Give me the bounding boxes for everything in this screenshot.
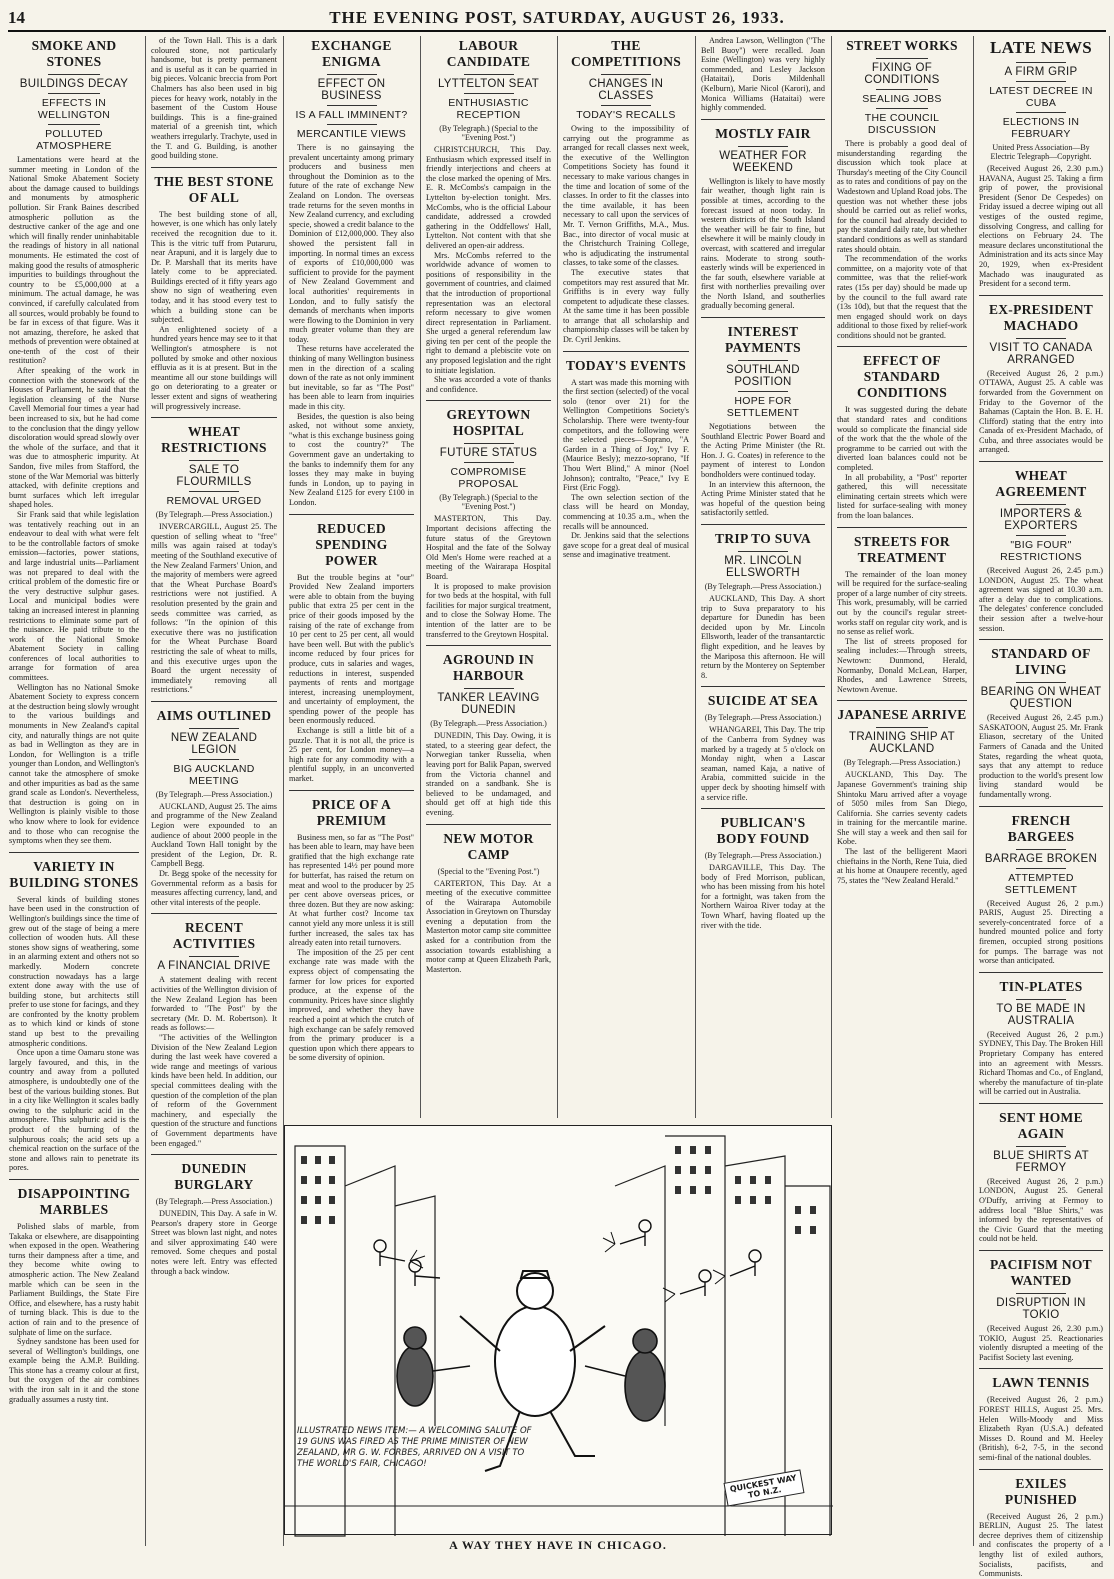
headline-rule [189, 956, 239, 957]
masthead [8, 6, 1106, 32]
article-paragraph: (Received August 26, 2.30 p.m.) TOKIO, August 25. Reactionaries violently disrupted a meeting of the Pacifist Society last evening. [979, 1324, 1103, 1362]
subheadline: VISIT TO CANADA ARRANGED [989, 341, 1093, 366]
article [9, 38, 139, 846]
headline-rule [464, 74, 514, 75]
subheadline: EFFECT ON BUSINESS [317, 78, 386, 102]
article-paragraph: She was accorded a vote of thanks and confidence. [426, 375, 551, 394]
subheadline: REMOVAL URGED [166, 495, 262, 508]
byline: (By Telegraph.—Press Association.) [155, 789, 273, 799]
article-paragraph: (Received August 26, 2 p.m.) LONDON, August 25. General O'Duffy, arriving at Fermoy to address local "Blue Shirts," was informed by the representatives of the Civic Guard that the meeting could not be held. [979, 1176, 1103, 1244]
column-8 [974, 36, 1110, 1579]
headline: PUBLICAN'S BODY FOUND [716, 815, 810, 847]
headline-rule [1016, 849, 1066, 850]
column-6 [696, 36, 832, 1118]
article [837, 527, 967, 695]
article-divider [426, 400, 551, 401]
headline: REDUCED SPENDING POWER [315, 520, 388, 568]
byline: (By Telegraph.) (Special to the "Evening Post.") [439, 493, 538, 512]
article-paragraph: In all probability, a "Post" reporter gathered, this will necessitate eliminating certain streets which were listed for surface-sealing with money from the loan balances. [837, 472, 967, 520]
cartoon-drawing [285, 1126, 833, 1536]
article [289, 790, 414, 1063]
headline: DUNEDIN BURGLARY [174, 1161, 254, 1193]
article-divider [289, 790, 414, 791]
cartoon [284, 1125, 832, 1535]
article-paragraph: A statement dealing with recent activities of the Wellington division of the New Zealand Legion has been forwarded to "The Post" by the secretary (Mr. D. M. Robertson). It reads as follows:— [151, 975, 277, 1033]
article-paragraph: The list of streets proposed for sealing includes:—Through streets, Newtown: Dunmond, Herald, Normanby, Donald McLean, Harper, Rhodes, and Lawrence Streets, Newtown Avenue. [837, 636, 967, 694]
headline-rule [876, 58, 928, 59]
headline-rule [876, 727, 928, 728]
newspaper-title: THE EVENING POST, SATURDAY, AUGUST 26, 1933. [329, 8, 785, 27]
article-paragraph: CARTERTON, This Day. At a meeting of the executive committee of the Wairarapa Automobile Association in Greytown on Thursday evening a deputation from the Masterton motor camp site committee asked for a contribution from the association towards establishing a motor camp at Queen Elizabeth Park, Masterton. [426, 878, 551, 974]
article [837, 346, 967, 520]
column-2 [146, 36, 284, 1546]
headline: WHEAT RESTRICTIONS [161, 424, 267, 456]
cartoon-sign: QUICKEST WAY TO N.Z. [724, 1469, 805, 1506]
cartoon-caption: ILLUSTRATED NEWS ITEM:— A WELCOMING SALUTE OF 19 GUNS WAS FIRED AS THE PRIME MINISTER OF NEW ZEALAND, MR G. W. FORBES, ARRIVED ON A VISIT TO THE WORLD'S FAIR, CHICAGO! [297, 1426, 532, 1469]
headline-rule [327, 74, 377, 75]
article-paragraph: Owing to the impossibility of carrying out the programme as arranged for recall classes next week, the executive of the Wellington Competitions Society has found it necessary to make various changes in the time and location of some of the classes. In order to fit the classes into the time available, it has been necessary to call upon the services of Mr. T. Vernon Griffiths, M.A., Mus. Bac., into director of vocal music at the Christchurch Training College, who is adjudicating the instrumental classes, to take some of the classes. [563, 124, 689, 268]
byline: (By Telegraph.—Press Association.) [155, 510, 273, 520]
column-3 [284, 36, 421, 1118]
article [979, 639, 1103, 799]
byline: United Press Association—By Electric Telegraph—Copyright. [990, 143, 1092, 161]
headline: GREYTOWN HOSPITAL [446, 407, 531, 439]
subheadline: BLUE SHIRTS AT FERMOY [993, 1149, 1089, 1174]
headline-rule [1016, 868, 1066, 869]
article-paragraph: DUNEDIN, This Day. Owing, it is stated, to a steering gear defect, the Norwegian tanker Russelia, when leaving port for Balik Papan, swerved from the Victoria channel and stranded on a sandbank. She is believed to be undamaged, and should get off at high tide this evening. [426, 731, 551, 817]
article [426, 645, 551, 817]
article [151, 1154, 277, 1276]
article-paragraph: The best building stone of all, however, is one which has only lately received the recognition due to it. This is the vitric tuff from Putaruru, near Arapuni, and it is largely due to Dr. P. Marshall that its merits have lately come to be appreciated. Buildings erected of it fifty years ago show no sign of weathering even today, and it has stood every test to which a building stone can be subjected. [151, 209, 277, 325]
headline: MOSTLY FAIR [715, 125, 811, 141]
article-paragraph: The imposition of the 25 per cent exchange rate was made with the express object of compensating the farmer for low prices for exported produce, at the expense of the community. Prices have since slightly improved, and whether they have reached a point at which the crutch of high exchange can be safely removed from the primary producer is a question upon which there appears to be some diversity of opinion. [289, 947, 414, 1063]
byline: (Special to the "Evening Post.") [437, 866, 540, 876]
subheadline: THE COUNCIL DISCUSSION [864, 112, 940, 136]
article [9, 1179, 139, 1404]
article-paragraph: (Received August 26, 2.30 p.m.) HAVANA, August 25. Taking a firm grip of power, the provisional President (Senor De Cespedes) on Friday issued a decree wiping out all vestiges of the ousted regime, dissolving Congress, and calling for elections on February 24. The measure declares unconstitutional the Administration and its acts since May 20, 1929, when ex-President Machado was inaugurated as President for a second term. [979, 164, 1103, 289]
article [701, 686, 825, 802]
subheadline: SOUTHLAND POSITION [726, 364, 800, 389]
column-1 [4, 36, 146, 1546]
article-paragraph: The remainder of the loan money will be required for the surface-sealing proper of a large number of city streets. This work, presumably, will be carried out by the council's regular street-works staff on regular city work, and is no sense as relief work. [837, 569, 967, 637]
headline: LAWN TENNIS [992, 1375, 1090, 1391]
article-divider [151, 167, 277, 168]
article-paragraph: Business men, so far as "The Post" has been able to learn, may have been gratified that the high exchange rate has represented 14½ per pound more for butterfat, has raised the return on meat and wool to the producer by 25 per cent above overseas prices, or three dozen. But they are now asking: At what further cost? Income tax cannot yield any more unless it is still further increased, the sales tax has already eaten into retail turnovers. [289, 832, 414, 948]
headline-rule [189, 759, 239, 760]
headline: DISAPPOINTING MARBLES [17, 1185, 131, 1217]
headline: NEW MOTOR CAMP [443, 830, 534, 862]
article [979, 1103, 1103, 1244]
article-paragraph: Besides, the question is also being asked, not without some anxiety, "what is this exchange business going to cost the country?" The Government gave an undertaking to the banks to indemnify them for any losses they may make in buying funds in London, up to paying in New Zealand £125 for every £100 in London. [289, 411, 414, 507]
headline: LATE NEWS [989, 38, 1093, 57]
article [426, 38, 551, 394]
subheadline: FIXING OF CONDITIONS [864, 62, 940, 86]
headline: AGROUND IN HARBOUR [442, 652, 535, 684]
headline-rule [1016, 112, 1066, 113]
article-paragraph: Dr. Jenkins said that the selections gave scope for a great deal of musical sense and imaginative treatment. [563, 531, 689, 560]
subheadline: BUILDINGS DECAY [19, 78, 129, 90]
article-paragraph: In an interview this afternoon, the Acting Prime Minister stated that he was hopeful of the question being satisfactorily settled. [701, 479, 825, 518]
headline-rule [48, 93, 100, 94]
headline-rule [464, 93, 514, 94]
article-paragraph: The own selection section of the class will be heard on Monday, commencing at 10.35 a.m., when the recalls will be announced. [563, 492, 689, 531]
headline: SUICIDE AT SEA [707, 693, 819, 709]
byline: (By Telegraph.—Press Association.) [704, 851, 822, 861]
article [701, 36, 825, 113]
article [151, 913, 277, 1148]
article-paragraph: There is no gainsaying the prevalent uncertainty among primary producers and business men throughout the Dominion as to the future of the rate of exchange New Zealand on London. The overseas trade returns for the seven months in New Zealand currency, and excluding specie, showed a credit balance to the Dominion of £12,000,000. They also showed the persistent fall in importing. In normal times an excess of exports of £10,000,000 was sufficient to provide for the payment of New Zealand Government and local authorities' requirements in London, and to fully satisfy the demands of merchants when imports were flowing to the Dominion in very much greater volume than they are today. [289, 143, 414, 344]
article-paragraph: (Received August 26, 2 p.m.) OTTAWA, August 25. A cable was forwarded from the Government on Friday to the Governor of the Bahamas (Captain the Hon. B. E. H. Clifford) stating that the entry into Canada of ex-President Machado, of Cuba, and three associates would be arranged. [979, 368, 1103, 455]
article-paragraph: MASTERTON, This Day. Important decisions affecting the future status of the Greytown Hospital and the fate of the Solway Old Men's Home were reached at a meeting of the Wairarapa Hospital Board. [426, 514, 551, 581]
article-divider [979, 295, 1103, 296]
article-paragraph: Exchange is still a little bit of a puzzle. That it is not all, the price is 25 per cent, for London money—a high rate for any commodity with a plentiful supply, in an unconverted market. [289, 726, 414, 784]
headline-rule [1016, 1146, 1066, 1147]
byline: (By Telegraph.—Press Association.) [704, 713, 822, 723]
headline-rule [1016, 62, 1066, 63]
article-divider [151, 1154, 277, 1155]
article-divider [979, 1250, 1103, 1251]
subheadline: COMPROMISE PROPOSAL [450, 466, 527, 491]
article [837, 38, 967, 340]
subheadline: MERCANTILE VIEWS [296, 128, 407, 140]
article-paragraph: Dr. Begg spoke of the necessity for Governmental reform as a basis for measures affecting currency, land, and other vital interests of the people. [151, 869, 277, 907]
article-paragraph: INVERCARGILL, August 25. The question of selling wheat to "free" mills was again raised at today's meeting of the Southland executive of the New Zealand Farmers' Union, and the majority of members were agreed that the Wheat Purchase Board's restrictions were not justified. A resolution presented by the grain and seeds committee was carried, as follows: "In the opinion of this executive there was no justification for the Wheat Purchase Board restricting the sale of wheat to mills, and this executive urges upon the Board the urgent necessity of immediately removing all restrictions." [151, 522, 277, 695]
article-paragraph: (Received August 26, 2.45 p.m.) LONDON, August 25. The wheat agreement was signed at 10.30 a.m. after a delay due to complications. The delegates' conference concluded their session after a twelve-hour session. [979, 566, 1103, 633]
article-divider [979, 461, 1103, 462]
article-divider [151, 417, 277, 418]
headline: INTEREST PAYMENTS [725, 324, 801, 356]
article-paragraph: "The activities of the Wellington Division of the New Zealand Legion during the last week have covered a wide range and meetings of various kinds have been held. In addition, our special committees dealing with the question of the completion of the plan of reform of the Government machinery, and especially the question of the structure and functions of Government departments have been engaged." [151, 1032, 277, 1148]
headline: TRIP TO SUVA [715, 531, 811, 546]
article [289, 514, 414, 784]
article [151, 417, 277, 695]
article-divider [151, 701, 277, 702]
article-paragraph: AUCKLAND, August 25. The aims and programme of the New Zealand Legion were expounded to an audience of about 2000 people in the Auckland Town Hall tonight by the president of the Legion, Dr. R. Campbell Begg. [151, 801, 277, 869]
article-paragraph: There is probably a good deal of misunderstanding regarding the discussion which took place at Thursday's meeting of the City Council as to rates and conditions of pay on the Wadestown and Upland Road jobs. The question was not whether these jobs should be carried out as relief works, for the council had already decided to pay the standard daily rate, but whether standard conditions as well as standard rates should obtain. [837, 139, 967, 254]
article-paragraph: It was suggested during the debate that standard rates and conditions would so complicate the financial side of the work that the the whole of the programme to be carried out with the diverted loan balances could not be completed. [837, 405, 967, 473]
headline-rule [464, 443, 514, 444]
article-divider [979, 972, 1103, 973]
article-paragraph: (Received August 26, 2 p.m.) FOREST HILLS, August 25. Mrs. Helen Wills-Moody and Miss Elizabeth Ryan (U.S.A.) defeated Misses D. Round and M. Heeley (British), 6-2, 7-5, in the second semi-final of the national doubles. [979, 1395, 1103, 1462]
headline-rule [1016, 682, 1066, 683]
column-7 [832, 36, 974, 1546]
article [151, 701, 277, 908]
article [289, 38, 414, 508]
article-paragraph: of the Town Hall. This is a dark coloured stone, not particularly handsome, but is pretty permanent and is useful as it can be quarried in big pieces. Volcanic breccia from Port Chalmers has also been used in big pieces for heavy work, notably in the basement of the Custom House buildings. This is a fine-grained material of a greenish tint, which weathers irregularly. Trachyte, used in the T. and G. Building, is another good building stone. [151, 36, 277, 161]
subheadline: SEALING JOBS [862, 93, 942, 105]
headline: STREET WORKS [846, 38, 958, 53]
headline: EXCHANGE ENIGMA [311, 38, 392, 69]
article-divider [426, 645, 551, 646]
article-paragraph: CHRISTCHURCH, This Day. Enthusiasm which expressed itself in friendly interjections and cheers at the close marked the opening of Mrs. E. R. McCombs's campaign in the Lyttelton by-election tonight. Mrs. McCombs, who is the official Labour candidate, addressed a crowded gathering in the Oddfellows' Hall, Lyttelton. Not content with that she delivered an open-air address. [426, 145, 551, 250]
headline: EX-PRESIDENT MACHADO [988, 301, 1094, 333]
byline: (By Telegraph.—Press Association.) [430, 719, 547, 729]
article [979, 1250, 1103, 1362]
article [979, 1368, 1103, 1462]
article-paragraph: But the trouble begins at "our" Provided New Zealand importers were able to obtain from the buying public that extra 25 per cent in the price of their goods imposed by the raising of the rate of exchange from 10 per cent to 25 per cent, all would have been well. But with the public's income reduced by four prices for produce, cuts in salaries and wages, reductions in interest, suspended payments of rents and mortgage interest, increasing unemployment, and uncertainty of employment, the spending power of the people has been enormously reduced. [289, 572, 414, 726]
headline-rule [738, 391, 788, 392]
headline-rule [1016, 999, 1066, 1000]
headline-rule [738, 360, 788, 361]
headline: FRENCH BARGEES [1007, 812, 1075, 844]
headline-rule [189, 728, 239, 729]
article-paragraph: A start was made this morning with the first section (selected) of the vocal solo (tenor over 21) for the Wellington Competitions Society's Scholarship. There were twenty-four competitors, and the following were the selected pieces—Soprano, "A Garden in a Thing of Joy," Ivy F. (Maurice Besly); mezzo-soprano, "If Thou Wert Blind," A minor (Noel Johnson); contralto, "Peace," Ivy E First (Eric Fogg). [563, 377, 689, 493]
article-paragraph: After speaking of the work in connection with the stonework of the Houses of Parliament, he said that the legislation cleansing of the Nurse Cavell Memorial four times a year had been increased to six, but he had come to the conclusion that the dingy yellow discoloration would spread slowly over the whole of the surface, and that it was due to atmospheric impurity. At Sandon, five miles from Stafford, the stone of the War Memorial was bitterly attacked, with definite creptions and burnt surfaces which left irregular shaped holes. [9, 366, 139, 510]
article-paragraph: Sir Frank said that while legislation was tentatively reaching out in an endeavour to deal with what were felt to be the controllable factors of smoke emission—factories, power stations, and large industrial units—Parliament was not prepared to deal with the critical problem of the domestic fire or the very destructive sulphur gases. Local and municipal bodies were taking an increased interest in planning restrictions to eliminate some part of the nuisance. He paid tribute to the work of the National Smoke Abatement Society in calling conferences of local authorities to arrange for formation of area committees. [9, 509, 139, 683]
article-paragraph: WHANGAREI, This Day. The trip of the Canberra from Sydney was marked by a tragedy at 5 o'clock on Monday night, when a Lascar seaman, named Kaja, a native of Arabia, committed suicide in the upper deck by shooting himself with a service rifle. [701, 725, 825, 802]
article-divider [9, 1179, 139, 1180]
article-divider [979, 806, 1103, 807]
headline: STANDARD OF LIVING [991, 646, 1091, 678]
byline: (By Telegraph.—Press Association.) [155, 1197, 273, 1207]
subheadline: TRAINING SHIP AT AUCKLAND [849, 731, 955, 756]
article-paragraph: DUNEDIN, This Day. A safe in W. Pearson's drapery store in George Street was blown last night, and notes and silver approximating £40 were removed. Some cheques and postal notes were left. Entry was effected through a back window. [151, 1209, 277, 1276]
article [151, 167, 277, 411]
headline-rule [48, 74, 100, 75]
article [9, 852, 139, 1173]
article-paragraph: Once upon a time Oamaru stone was largely favoured, and this, in the country and away from a polluted atmosphere, is undoubtedly one of the best of the various building stones. But in a city like Wellington it scales badly owing to the sulphuric acid in the atmosphere. This sulphuric acid is the product of the burning of the sulphurous coals; the acid sets up a chemical reaction on the surface of the stone and allows rain to penetrate its pores. [9, 1048, 139, 1173]
headline: PACIFISM NOT WANTED [990, 1257, 1092, 1289]
headline-rule [876, 108, 928, 109]
subheadline: IMPORTERS & EXPORTERS [999, 508, 1083, 533]
headline-rule [327, 105, 377, 106]
headline: PRICE OF A PREMIUM [311, 796, 391, 828]
article-divider [837, 700, 967, 701]
article-divider [979, 639, 1103, 640]
subheadline: CHANGES IN CLASSES [588, 78, 664, 102]
article-paragraph: AUCKLAND, This Day. A short trip to Suva preparatory to his departure for Dunedin has been decided upon by Mr. Lincoln Ellsworth, leader of the transantarctic flight expedition, and he leaves by the Mariposa this afternoon. He will return by the Monterey on September 8. [701, 594, 825, 680]
subheadline: IS A FALL IMMINENT? [295, 109, 408, 121]
article-paragraph: (Received August 26, 2 p.m.) SYDNEY, This Day. The Broken Hill Proprietary Company has entered into an agreement with Messrs. Richard Thomas and Co., of England, whereby the manufacture of tin-plate will be carried out in Australia. [979, 1029, 1104, 1097]
subheadline: TO BE MADE IN AUSTRALIA [996, 1002, 1086, 1027]
subheadline: ELECTIONS IN FEBRUARY [1002, 116, 1080, 140]
article-paragraph: (Received August 26, 2.45 p.m.) SASKATOON, August 25. Mr. Frank Eliason, secretary of the United Farmers of Canada and the United States, regarding the wheat quota, says that any attempt to reduce production to the world's present low living standard would be fundamentally wrong. [979, 713, 1103, 799]
article [701, 119, 825, 311]
article [426, 824, 551, 975]
page-number: 14 [8, 8, 25, 27]
article-divider [563, 351, 689, 352]
subheadline: "BIG FOUR" RESTRICTIONS [1000, 539, 1082, 564]
article-paragraph: AUCKLAND, This Day. The Japanese Government's training ship Shintoku Maru arrived after a voyage of 5050 miles from San Diego, California. She carries seventy cadets in training for the mercantile marine. She will stay a week and then sail for Kobe. [837, 770, 967, 847]
article [701, 317, 825, 518]
subheadline: TANKER LEAVING DUNEDIN [437, 692, 540, 717]
article-divider [151, 913, 277, 914]
article [426, 400, 551, 639]
article-paragraph: Andrea Lawson, Wellington ("The Bell Buoy") were recalled. Joan Esine (Wellington) was very highly commended, and Lesley Jackson (Hataitai), Doris Mildenhall (Kelburn), Marie Nicol (Karori), and Monica Williams (Hataitai) were highly commended. [701, 36, 825, 113]
article-divider [979, 1469, 1103, 1470]
headline-rule [464, 462, 514, 463]
byline: (By Telegraph.) (Special to the "Evening Post.") [439, 124, 538, 142]
article-divider [979, 1368, 1103, 1369]
headline: SENT HOME AGAIN [999, 1109, 1083, 1141]
cartoon-title: A WAY THEY HAVE IN CHICAGO. [449, 1538, 667, 1552]
headline: WHEAT AGREEMENT [995, 468, 1087, 500]
article-divider [837, 527, 967, 528]
article-paragraph: Mrs. McCombs referred to the worldwide advance of women to positions of responsibility in the government of countries, and claimed that the introduction of proportional representation was an electoral reform necessary to give women direct representation in Parliament. She urged a general referendum law giving ten per cent of the people the right to demand a plebiscite vote on any proposed legislation and the right to initiate legislation. [426, 250, 551, 375]
article [563, 351, 689, 560]
article-paragraph: Wellington is likely to have mostly fair weather, though light rain is possible at times, according to the forecast issued at noon today. In western districts of the South Island the weather will be fair to fine, but elsewhere it will be mainly cloudy in overcast, with scattered and irregular rains. Moderate to strong south-easterly winds will be experienced in the far south, elsewhere variable at first with northerlies prevailing over the North Island, and southerlies gradually becoming general. [701, 176, 825, 311]
article-paragraph: Wellington has no National Smoke Abatement Society to express concern at the destruction being slowly wrought to the various buildings and monuments in New Zealand's capital city, and naturally things are not quite as bad in Wellington as they are in London, for Wellington is a trifle younger than London, and Wellington's cannot take the atmosphere of smoke and other impurities as bad as the same grand scale as London's. Nevertheless, that destruction is going on in Wellington is plainly visible to those who know where to look for evidence and to those who can recognise the symptoms when they see them. [9, 682, 139, 846]
headline: THE COMPETITIONS [570, 38, 682, 69]
headline-rule [464, 688, 514, 689]
subheadline: A FINANCIAL DRIVE [157, 960, 271, 973]
headline-rule [876, 89, 928, 90]
article-divider [701, 524, 825, 525]
article-paragraph: (Received August 26, 2 p.m.) PARIS, August 25. Directing a severely-concentrated force of a hundred mounted police and forty firemen, occupied strong positions for pumps. The barrage was not worse than anticipated. [979, 898, 1103, 966]
article [979, 38, 1103, 289]
headline-rule [601, 105, 651, 106]
article-paragraph: DARGAVILLE, This Day. The body of Fred Morrison, publican, who has been missing from his hotel for a fortnight, was taken from the Northern Wairoa River today at the Town Wharf, having floated up the river with the tide. [701, 863, 825, 930]
headline-rule [1016, 338, 1066, 339]
article [979, 461, 1103, 633]
headline-rule [1016, 535, 1066, 536]
article-paragraph: Polished slabs of marble, from Takaka or elsewhere, are disappointing when exposed in the open. Weathering turns their dampness after a time, and they become white owing to atmospheric action. The New Zealand marble which can be seen in the Parliament Buildings, the State Fire Office, and elsewhere, has a rusty habit of turning black. This is due to the action of rain and to the presence of sulphate of lime on the surface. [9, 1221, 139, 1337]
article-divider [979, 1103, 1103, 1104]
article-divider [701, 317, 825, 318]
headline-rule [189, 460, 239, 461]
article [837, 700, 967, 885]
article-paragraph: An enlightened society of a hundred years hence may see to it that Wellington's atmosphere is not polluted by smoke and other noxious effluvia as it is at present. But in the meantime all our stone buildings will go on deteriorating to a greater or lesser extent and signs of weathering will progressively increase. [151, 324, 277, 411]
headline-rule [601, 74, 651, 75]
headline: VARIETY IN BUILDING STONES [9, 858, 139, 890]
subheadline: A FIRM GRIP [1004, 66, 1078, 78]
headline-rule [1016, 1293, 1066, 1294]
subheadline: BIG AUCKLAND MEETING [173, 762, 255, 787]
headline-rule [1016, 504, 1066, 505]
article [701, 808, 825, 930]
headline-rule [1016, 81, 1066, 82]
headline: AIMS OUTLINED [156, 707, 272, 723]
column-5 [558, 36, 696, 1118]
article-paragraph: (Received August 26, 2 p.m.) BERLIN, August 25. The latest decree deprives them of citizenship and confiscates the property of a lengthy list of exiled authors, Socialists, pacifists, and Communists. [979, 1511, 1103, 1579]
headline-rule [738, 146, 788, 147]
subheadline: BARRAGE BROKEN [984, 852, 1098, 865]
article-divider [426, 824, 551, 825]
subheadline: MR. LINCOLN ELLSWORTH [724, 555, 802, 579]
column-4 [421, 36, 558, 1118]
subheadline: ENTHUSIASTIC RECEPTION [448, 97, 529, 121]
subheadline: FUTURE STATUS [439, 447, 538, 460]
subheadline: WEATHER FOR WEEKEND [719, 149, 807, 174]
subheadline: EFFECTS IN WELLINGTON [37, 97, 111, 121]
article-divider [701, 686, 825, 687]
headline: TIN-PLATES [999, 978, 1083, 994]
article [979, 972, 1103, 1097]
article [563, 38, 689, 345]
headline: THE BEST STONE OF ALL [154, 173, 274, 205]
article [701, 524, 825, 680]
headline-rule [189, 491, 239, 492]
article [979, 1469, 1103, 1579]
article [979, 295, 1103, 455]
article-paragraph: Lamentations were heard at the summer meeting in London of the National Smoke Abatement Society about the damage caused to buildings and monuments by atmospheric pollution. Sir Frank Baines described atmospheric pollution as the destructive canker of the age and one which will finally render uninhabitable the readings of history in all national monuments. He estimated the cost of making good the results of atmospheric impurities to buildings throughout the country to be £5,000,000 at a minimum. The actual damage, he was convinced, if carefully calculated from all sources, would probably be found to be far in excess of that figure. Was it not amazing, therefore, he asked that methods of prevention were obtained at one-tenth of the cost of their restitution? [9, 155, 139, 366]
subheadline: TODAY'S RECALLS [576, 109, 676, 121]
subheadline: LYTTELTON SEAT [437, 78, 540, 90]
subheadline: SALE TO FLOURMILLS [176, 464, 252, 489]
article-divider [289, 514, 414, 515]
article [979, 806, 1103, 966]
article-paragraph: Several kinds of building stones have been used in the construction of Wellington's buildings since the time of grew out of the stage of being a mere collection of wooden huts. All these stones show signs of weathering, some in an alarming extent and others not so markedly. Modern concrete construction nowadays has a large extent done away with the use of building stone, but architects still prefer to use stone for facings, and they are confronted by the knotty problem as to which kind or kinds of stone stand up best to the prevailing atmospheric conditions. [9, 894, 139, 1048]
headline: TODAY'S EVENTS [565, 357, 687, 373]
headline: LABOUR CANDIDATE [446, 38, 531, 69]
article-paragraph: The recommendation of the works committee, on a majority vote of that committee, was that the relief-work rates (15s per day) should be made up by the council to the full award rate (13s 10d), but that the request that the men engaged should work on days additional to those fixed by relief-work conditions should not be granted. [837, 254, 967, 340]
article-paragraph: Negotiations between the Southland Electric Power Board and the Acting Prime Minister (the Rt. Hon. J. G. Coates) in reference to the payment of interest to London bondholders were continued today. [701, 422, 825, 480]
subheadline: NEW ZEALAND LEGION [170, 731, 258, 756]
article-divider [837, 346, 967, 347]
subheadline: ATTEMPTED SETTLEMENT [1004, 871, 1078, 896]
article [151, 36, 277, 161]
article-divider [9, 852, 139, 853]
headline: EXILES PUNISHED [1004, 1475, 1078, 1507]
article-paragraph: The executive states that competitors may rest assured that Mr. Griffiths is in every way fully competent to adjudicate these classes. At the same time it has been possible to arrange that all scholarship and championship classes will be taken by Dr. Cyril Jenkins. [563, 267, 689, 345]
headline: RECENT ACTIVITIES [172, 920, 256, 952]
subheadline: HOPE FOR SETTLEMENT [726, 395, 800, 420]
byline: (By Telegraph.—Press Association.) [843, 758, 961, 768]
subheadline: LATEST DECREE IN CUBA [989, 85, 1093, 109]
headline-rule [48, 124, 100, 125]
article-paragraph: It is proposed to make provision for two beds at the hospital, with full facilities for major surgical treatment, and to close the Solway Home. The intention of the latter are to be transferred to the Greytown Hospital. [426, 581, 551, 639]
subheadline: POLLUTED ATMOSPHERE [36, 128, 112, 152]
headline: SMOKE AND STONES [31, 38, 117, 69]
article-divider [701, 119, 825, 120]
article-paragraph: The last of the belligerent Maori chieftains in the North, Rene Tuia, died at his home at Onaupere recently, aged 75, states the "New Zealand Herald." [837, 847, 967, 885]
headline-rule [738, 551, 788, 552]
article-paragraph: These returns have accelerated the thinking of many Wellington business men in the direction of a scaling down of the rate as not only imminent but inevitable, so far as "The Post" has been able to learn from inquiries made in this city. [289, 344, 414, 412]
subheadline: BEARING ON WHEAT QUESTION [980, 686, 1102, 711]
headline: STREETS FOR TREATMENT [854, 533, 950, 565]
article-divider [701, 808, 825, 809]
headline-rule [327, 124, 377, 125]
article-paragraph: Sydney sandstone has been used for several of Wellington's buildings, one example being the A.M.P. Building. This stone has a creamy colour at first, but the oxygen of the air combines with the iron salt in it and the stone gradually assumes a rusty tint. [9, 1337, 139, 1404]
headline: EFFECT OF STANDARD CONDITIONS [856, 353, 948, 401]
subheadline: DISRUPTION IN TOKIO [996, 1297, 1086, 1322]
headline: JAPANESE ARRIVE [837, 707, 967, 723]
byline: (By Telegraph.—Press Association.) [704, 582, 822, 591]
